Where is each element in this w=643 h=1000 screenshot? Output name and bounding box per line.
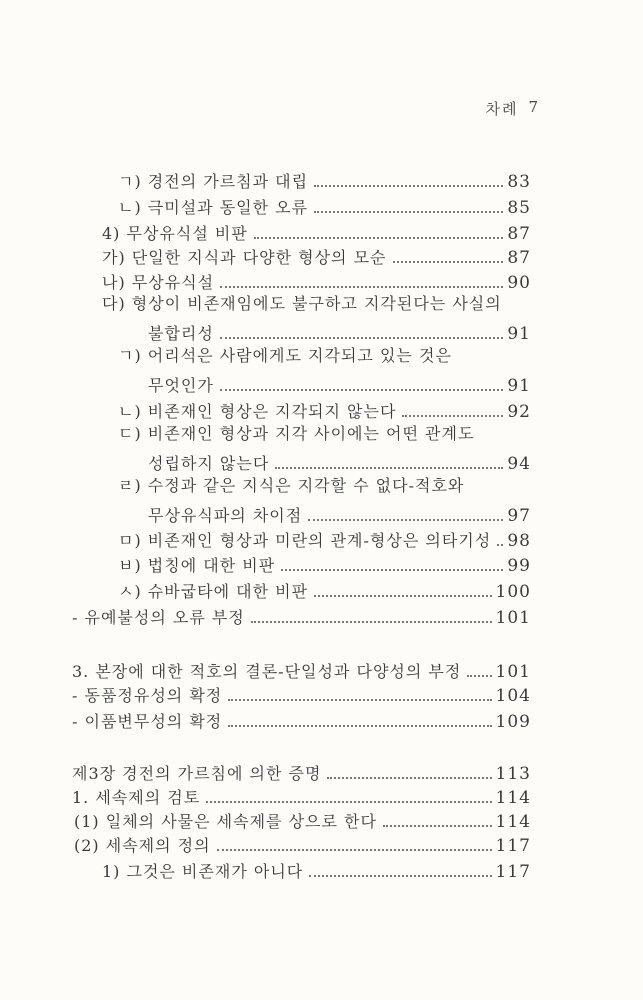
toc-leader-dots	[402, 415, 503, 417]
header-title: 차례	[485, 100, 519, 118]
toc-entry	[72, 604, 531, 628]
toc-entry-title: 4) 무상유식설 비판	[102, 224, 248, 243]
toc-leader-dots	[206, 801, 491, 803]
toc-entry-title: 무상유식파의 차이점	[148, 506, 303, 525]
toc-leader-dots	[220, 389, 504, 391]
toc-leader-dots	[228, 725, 491, 727]
toc-entry	[118, 552, 531, 576]
toc-entry-page: 101	[495, 608, 531, 628]
toc-entry-title: (1) 일체의 사물은 세속제를 상으로 한다	[74, 812, 377, 831]
toc-entry	[148, 320, 531, 344]
toc-leader-dots	[497, 544, 503, 546]
toc-entry-title: 가) 단일한 지식과 다양한 형상의 모순	[102, 248, 387, 267]
toc-entry-title: ㄴ) 극미설과 동일한 오류	[118, 198, 309, 217]
toc-entry-page: 83	[507, 172, 531, 192]
toc-entry	[74, 832, 531, 856]
toc-entry-title: 무엇인가	[148, 376, 214, 395]
toc-entry-page: 117	[495, 862, 531, 882]
toc-leader-dots	[314, 211, 503, 213]
toc-entry-page: 94	[507, 454, 531, 474]
toc-entry	[118, 578, 531, 602]
toc-entry-page: 92	[507, 402, 531, 422]
running-header	[485, 98, 540, 119]
toc-entry-first-line: ㄱ) 어리석은 사람에게도 지각되고 있는 것은	[118, 346, 452, 365]
toc-leader-dots	[467, 675, 491, 677]
toc-entry	[148, 502, 531, 526]
toc-leader-dots	[308, 519, 503, 521]
toc-entry-page: 87	[507, 248, 531, 268]
toc-entry	[102, 220, 531, 244]
toc-leader-dots	[251, 621, 492, 623]
toc-entry-page: 113	[495, 764, 531, 784]
toc-entry-title: 불합리성	[148, 324, 214, 343]
toc-entry-title: ㅁ) 비존재인 형상과 미란의 관계-형상은 의타기성	[118, 531, 492, 550]
toc-entry-page: 99	[507, 556, 531, 576]
toc-leader-dots	[327, 777, 491, 779]
toc-entry	[102, 269, 531, 293]
toc-entry-title: (2) 세속제의 정의	[74, 836, 211, 855]
toc-entry	[118, 168, 531, 192]
toc-entry	[72, 708, 531, 732]
toc-entry-page: 117	[495, 836, 531, 856]
header-page-number: 7	[528, 98, 540, 116]
toc-leader-dots	[217, 849, 492, 851]
toc-leader-dots	[228, 699, 491, 701]
toc-entry-title: ㄴ) 비존재인 형상은 지각되지 않는다	[118, 402, 397, 421]
toc-entry	[72, 658, 531, 682]
toc-entry	[148, 450, 531, 474]
toc-leader-dots	[309, 875, 491, 877]
toc-entry-first-line: ㄷ) 비존재인 형상과 지각 사이에는 어떤 관계도	[118, 424, 475, 443]
toc-entry	[118, 527, 531, 551]
toc-entry-title: 나) 무상유식설	[102, 273, 215, 292]
toc-entry-page: 100	[495, 582, 531, 602]
toc-entry-page: 114	[495, 788, 531, 808]
toc-entry-page: 90	[507, 273, 531, 293]
toc-leader-dots	[314, 595, 491, 597]
toc-leader-dots	[220, 286, 503, 288]
toc-entry-title: - 이품변무성의 확정	[72, 712, 223, 731]
toc-entry	[74, 808, 531, 832]
toc-entry-page: 85	[507, 198, 531, 218]
toc-entry	[72, 682, 531, 706]
toc-entry-page: 114	[495, 812, 531, 832]
toc-entry-title: ㄱ) 경전의 가르침과 대립	[118, 172, 309, 191]
toc-entry	[72, 760, 531, 784]
toc-leader-dots	[383, 825, 492, 827]
toc-entry-page: 91	[507, 324, 531, 344]
toc-entry-page: 97	[507, 506, 531, 526]
toc-entry-first-line: ㄹ) 수정과 같은 지식은 지각할 수 없다-적호와	[118, 476, 465, 495]
toc-leader-dots	[220, 337, 504, 339]
toc-entry-title: - 유예불성의 오류 부정	[72, 608, 245, 627]
toc-entry-title: 3. 본장에 대한 적호의 결론-단일성과 다양성의 부정	[72, 662, 462, 681]
toc-entry-title: 성립하지 않는다	[148, 454, 270, 473]
toc-entry-title: ㅂ) 법칭에 대한 비판	[118, 556, 276, 575]
toc-leader-dots	[281, 569, 503, 571]
toc-entry-title: ㅅ) 슈바굽타에 대한 비판	[118, 582, 309, 601]
toc-leader-dots	[314, 185, 503, 187]
toc-entry-page: 98	[507, 531, 531, 551]
toc-entry-page: 91	[507, 376, 531, 396]
toc-entry-title: - 동품정유성의 확정	[72, 686, 223, 705]
toc-entry-page: 109	[495, 712, 531, 732]
toc-leader-dots	[393, 261, 504, 263]
toc-entry-page: 104	[495, 686, 531, 706]
toc-entry	[102, 244, 531, 268]
toc-entry-title: 1) 그것은 비존재가 아니다	[102, 862, 304, 881]
toc-entry	[148, 372, 531, 396]
toc-leader-dots	[275, 467, 503, 469]
toc-leader-dots	[254, 237, 504, 239]
toc-entry-first-line: 다) 형상이 비존재임에도 불구하고 지각된다는 사실의	[102, 294, 502, 313]
toc-entry	[102, 858, 531, 882]
toc-entry-page: 87	[507, 224, 531, 244]
toc-entry	[118, 194, 531, 218]
toc-entry	[118, 398, 531, 422]
toc-entry-title: 제3장 경전의 가르침에 의한 증명	[72, 764, 322, 783]
toc-entry	[72, 784, 531, 808]
toc-entry-page: 101	[495, 662, 531, 682]
toc-entry-title: 1. 세속제의 검토	[72, 788, 201, 807]
